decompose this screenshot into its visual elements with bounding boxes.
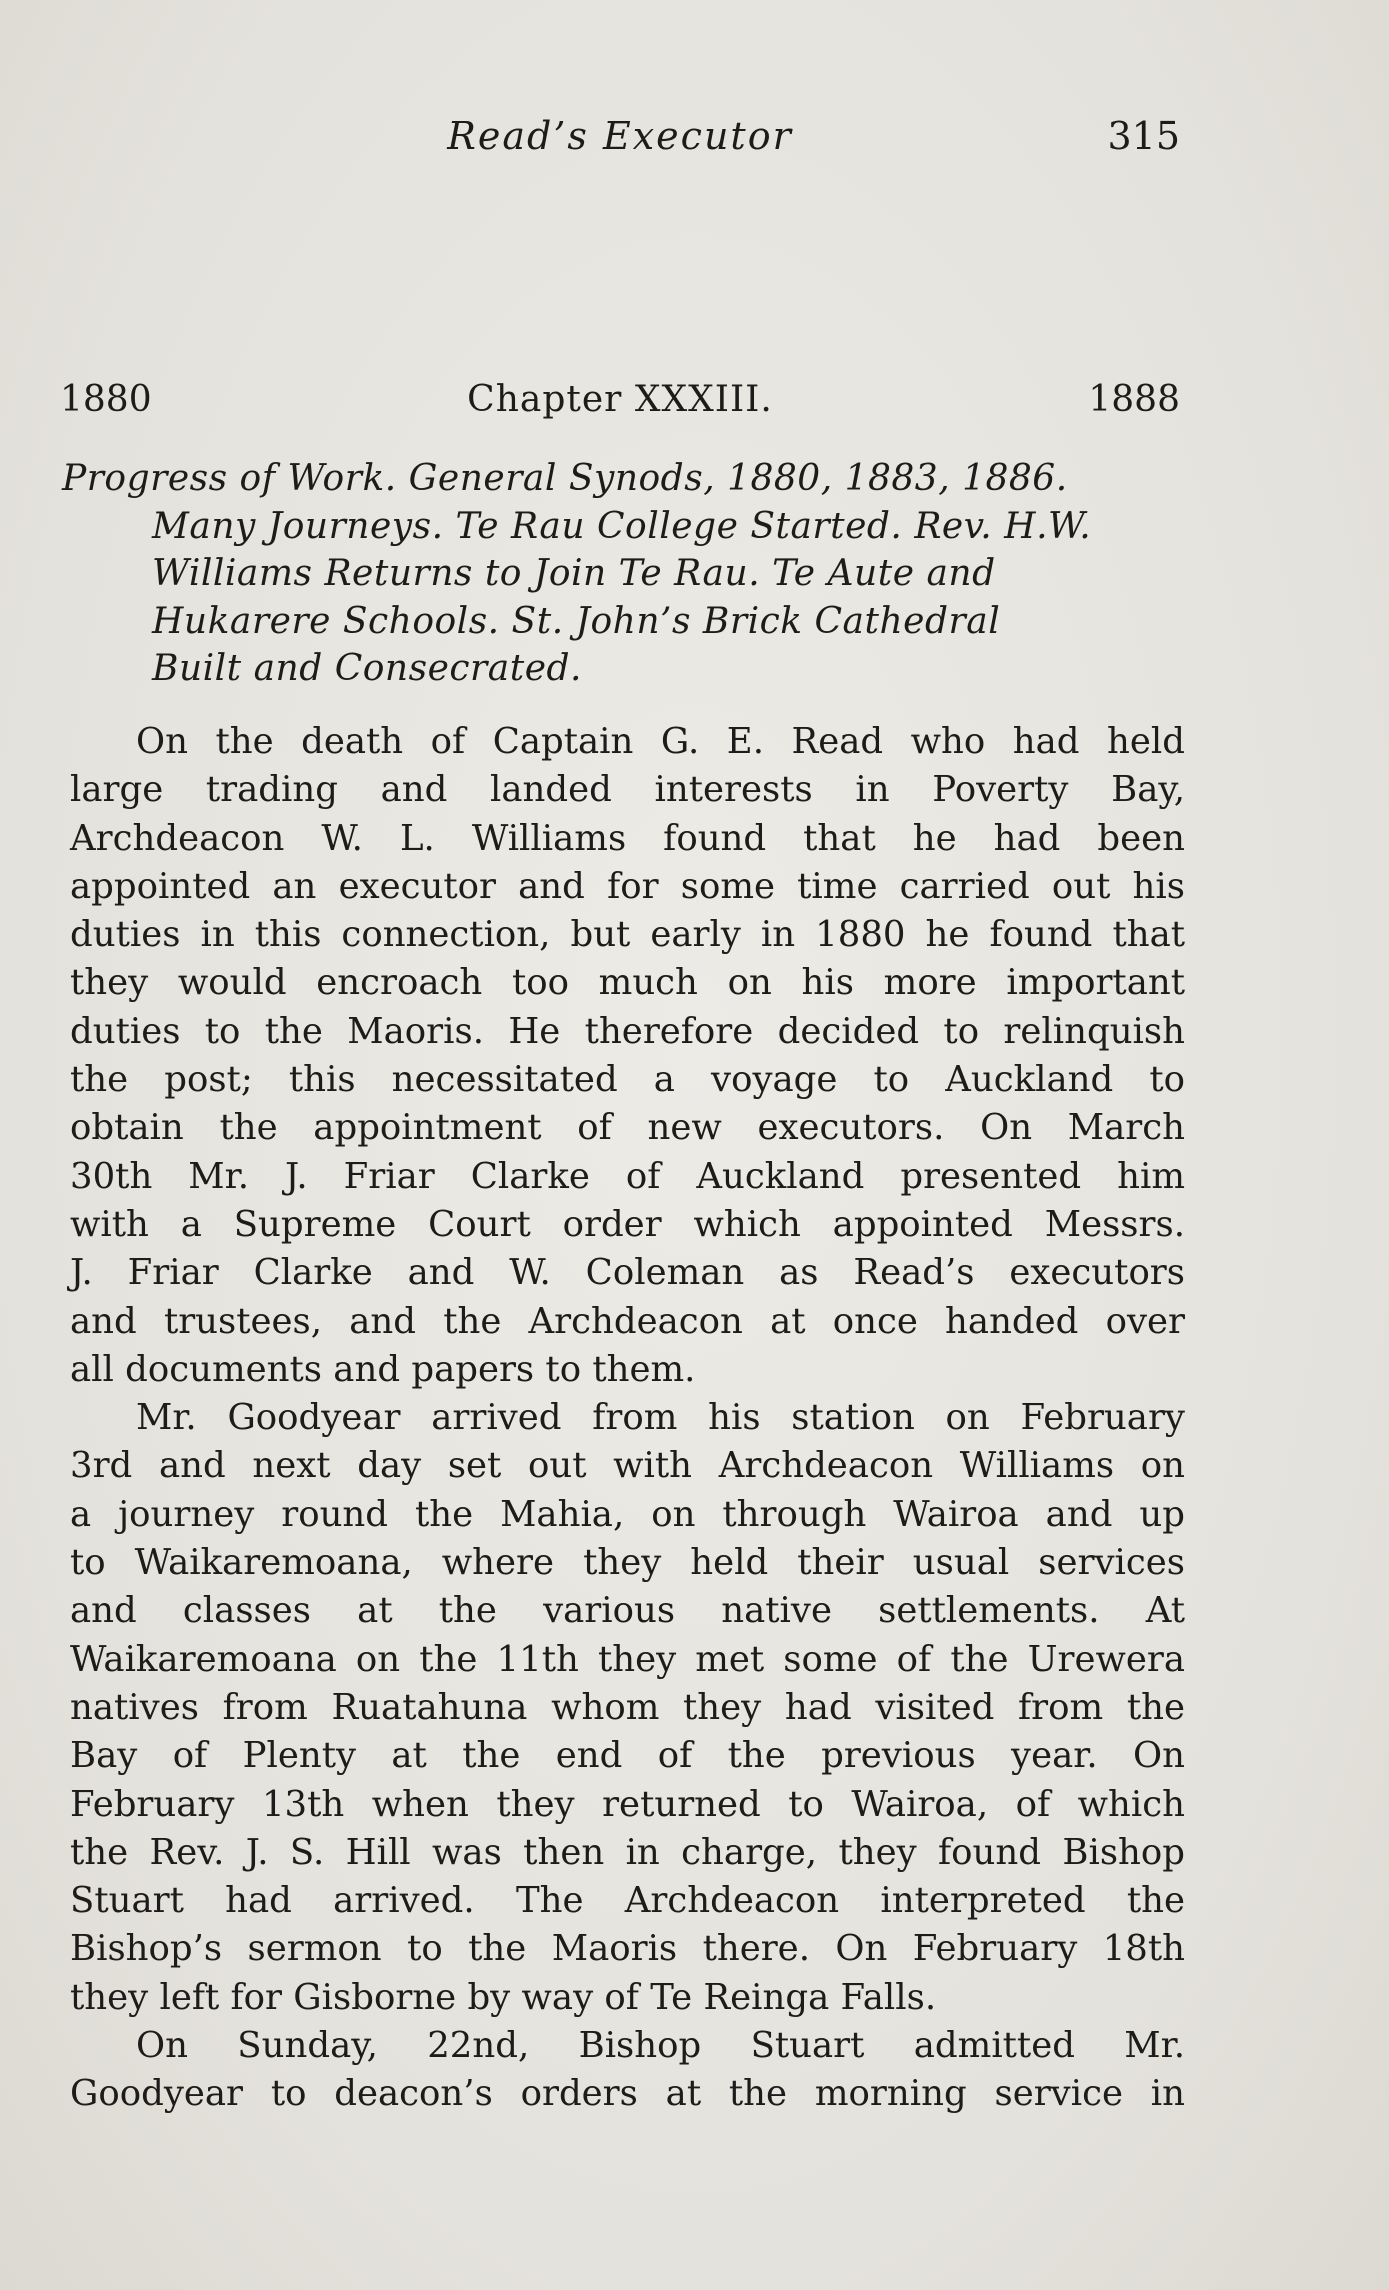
chapter-year-start: 1880	[60, 379, 152, 420]
text-line: natives from Ruatahuna whom they had visited from the	[70, 1686, 1185, 1728]
text-line: 30th Mr. J. Friar Clarke of Auckland presented him	[70, 1155, 1185, 1197]
chapter-summary	[62, 455, 1182, 693]
text-line: Waikaremoana on the 11th they met some of the Urewera	[70, 1638, 1185, 1680]
text-line: and classes at the various native settlements. At	[70, 1590, 1185, 1632]
text-line: J. Friar Clarke and W. Coleman as Read’s executors	[70, 1252, 1185, 1294]
text-line: duties in this connection, but early in 1880 he found that	[70, 914, 1185, 956]
paragraph	[70, 2022, 1185, 2119]
text-line: Stuart had arrived. The Archdeacon interpreted the	[70, 1880, 1185, 1922]
text-line: the Rev. J. S. Hill was then in charge, they found Bishop	[70, 1831, 1185, 1873]
text-line: Goodyear to deacon’s orders at the morning service in	[70, 2073, 1185, 2115]
running-head	[60, 108, 1180, 164]
text-line: duties to the Maoris. He therefore decided to relinquish	[70, 1010, 1185, 1052]
summary-line: Built and Consecrated.	[152, 648, 582, 690]
text-line: obtain the appointment of new executors. On March	[70, 1107, 1185, 1149]
text-line: Mr. Goodyear arrived from his station on February	[136, 1397, 1185, 1439]
text-line: On Sunday, 22nd, Bishop Stuart admitted Mr.	[136, 2025, 1185, 2067]
text-line: to Waikaremoana, where they held their usual services	[70, 1542, 1185, 1584]
text-line: appointed an executor and for some time carried out his	[70, 865, 1185, 907]
text-line: and trustees, and the Archdeacon at once handed over	[70, 1300, 1185, 1342]
chapter-title: Chapter XXXIII.	[467, 379, 773, 420]
summary-line: Progress of Work. General Synods, 1880, 1883, 1886.	[62, 458, 1068, 499]
text-line: Bishop’s sermon to the Maoris there. On February 18th	[70, 1928, 1185, 1970]
paragraph	[70, 1394, 1185, 2022]
text-line: they left for Gisborne by way of Te Reinga Falls.	[70, 1976, 937, 2018]
chapter-heading	[60, 372, 1180, 428]
text-line: a journey round the Mahia, on through Wairoa and up	[70, 1493, 1185, 1535]
paragraph	[70, 718, 1185, 1394]
text-line: Archdeacon W. L. Williams found that he had been	[70, 817, 1185, 859]
text-line: with a Supreme Court order which appointed Messrs.	[70, 1203, 1185, 1245]
text-line: 3rd and next day set out with Archdeacon Williams on	[70, 1445, 1185, 1487]
text-line: February 13th when they returned to Wairoa, of which	[70, 1783, 1185, 1825]
chapter-year-end: 1888	[1088, 379, 1180, 420]
text-line: large trading and landed interests in Poverty Bay,	[70, 769, 1185, 811]
text-line: the post; this necessitated a voyage to Auckland to	[70, 1059, 1185, 1101]
text-line: all documents and papers to them.	[70, 1348, 696, 1390]
text-line: they would encroach too much on his more important	[70, 962, 1185, 1004]
summary-line: Hukarere Schools. St. John’s Brick Cathedral	[152, 600, 1001, 642]
summary-line: Many Journeys. Te Rau College Started. Rev. H.W.	[152, 505, 1092, 547]
running-title: Read’s Executor	[447, 114, 793, 158]
body-text	[70, 718, 1185, 2119]
text-line: On the death of Captain G. E. Read who had held	[136, 721, 1185, 762]
text-line: Bay of Plenty at the end of the previous year. On	[70, 1735, 1185, 1777]
summary-line: Williams Returns to Join Te Rau. Te Aute and	[152, 553, 996, 595]
page-number: 315	[1107, 114, 1180, 158]
